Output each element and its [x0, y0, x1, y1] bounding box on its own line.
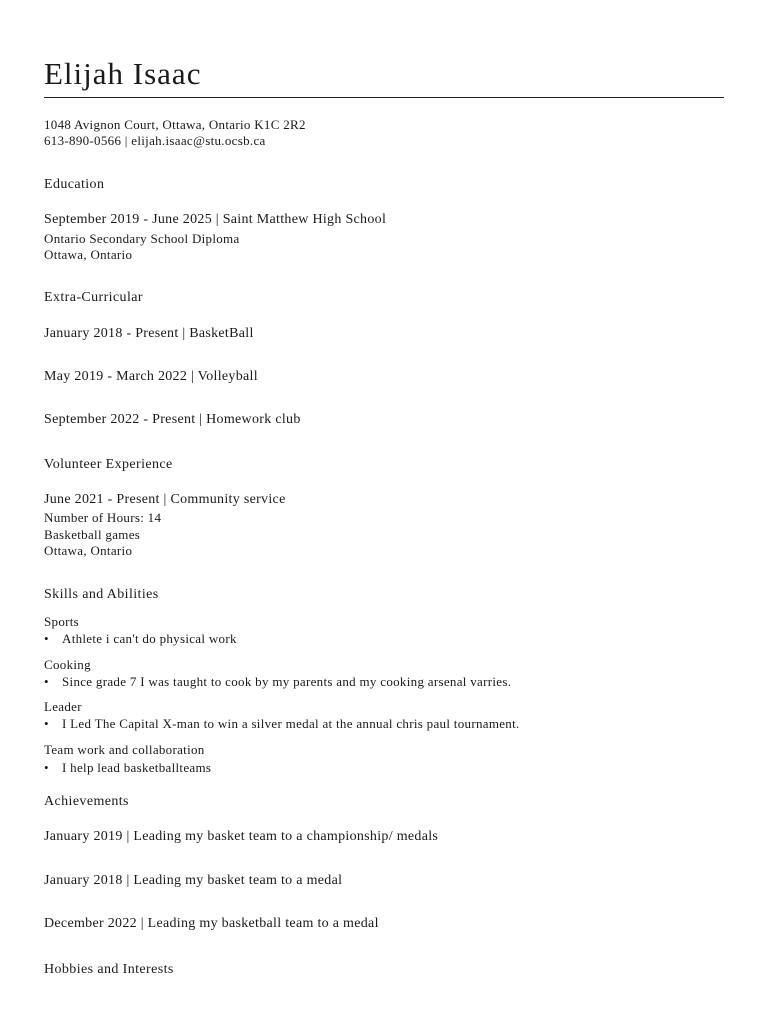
- skill-bullet-text: Since grade 7 I was taught to cook by my parents and my cooking arsenal varries.: [62, 674, 512, 689]
- section-heading-volunteer: Volunteer Experience: [44, 457, 173, 472]
- achievement-item: January 2019 | Leading my basket team to a championship/ medals: [44, 829, 439, 844]
- extracurricular-item: September 2022 - Present | Homework club: [44, 412, 301, 427]
- skill-bullet-item: [44, 716, 520, 732]
- education-entry: September 2019 - June 2025 | Saint Matthew High School: [44, 212, 387, 227]
- bullet-icon: •: [44, 760, 49, 775]
- skill-title: Cooking: [44, 657, 91, 672]
- header-divider: [44, 97, 724, 98]
- section-heading-education: Education: [44, 177, 105, 192]
- skill-title: Leader: [44, 699, 82, 714]
- resume-name: Elijah Isaac: [44, 56, 202, 91]
- section-heading-achievements: Achievements: [44, 794, 129, 809]
- achievement-item: January 2018 | Leading my basket team to a medal: [44, 873, 343, 888]
- skill-bullet-item: [44, 760, 211, 776]
- education-location: Ottawa, Ontario: [44, 247, 133, 262]
- skill-bullet-text: Athlete i can't do physical work: [62, 631, 237, 646]
- contact-phone-email: 613-890-0566 | elijah.isaac@stu.ocsb.ca: [44, 133, 266, 148]
- section-heading-hobbies: Hobbies and Interests: [44, 962, 174, 977]
- volunteer-entry: June 2021 - Present | Community service: [44, 492, 286, 507]
- skill-title: Team work and collaboration: [44, 742, 205, 757]
- achievement-item: December 2022 | Leading my basketball team to a medal: [44, 916, 379, 931]
- section-heading-skills: Skills and Abilities: [44, 587, 159, 602]
- extracurricular-item: May 2019 - March 2022 | Volleyball: [44, 369, 258, 384]
- education-diploma: Ontario Secondary School Diploma: [44, 231, 240, 246]
- volunteer-detail: Basketball games: [44, 527, 141, 542]
- skill-bullet-item: [44, 631, 237, 647]
- volunteer-hours: Number of Hours: 14: [44, 510, 162, 525]
- skill-bullet-item: [44, 674, 511, 690]
- skill-bullet-text: I help lead basketballteams: [62, 760, 212, 775]
- volunteer-location: Ottawa, Ontario: [44, 543, 133, 558]
- contact-address: 1048 Avignon Court, Ottawa, Ontario K1C 2R2: [44, 117, 306, 132]
- section-heading-extracurricular: Extra-Curricular: [44, 290, 143, 305]
- skill-title: Sports: [44, 614, 80, 629]
- skill-bullet-text: I Led The Capital X-man to win a silver medal at the annual chris paul tournament.: [62, 716, 520, 731]
- extracurricular-item: January 2018 - Present | BasketBall: [44, 326, 254, 341]
- bullet-icon: •: [44, 674, 49, 689]
- bullet-icon: •: [44, 716, 49, 731]
- bullet-icon: •: [44, 631, 49, 646]
